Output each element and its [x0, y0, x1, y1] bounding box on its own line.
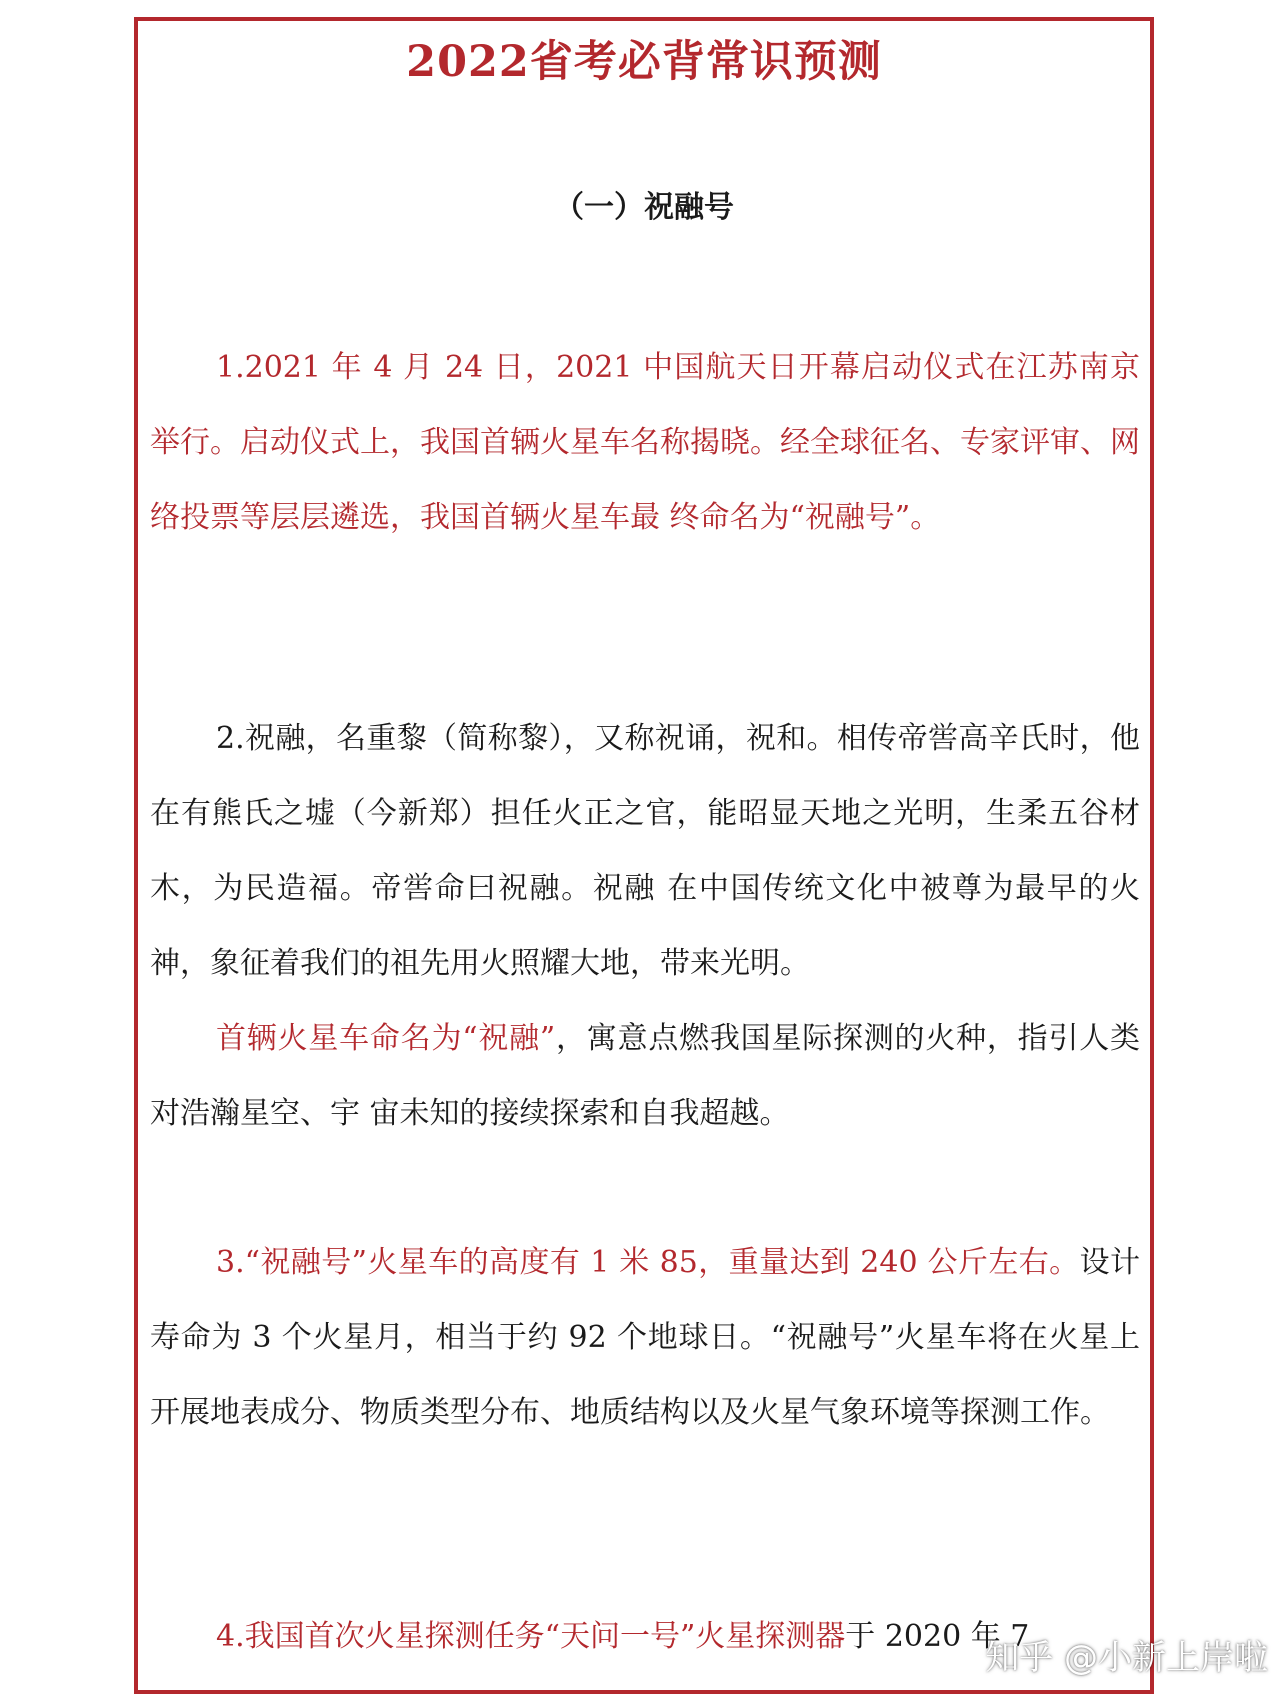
- paragraph-3: [150, 1001, 1140, 1151]
- paragraph-2-text: 2.祝融，名重黎（简称黎），又称祝诵，祝和。相传帝喾高辛氏时，他在有熊氏之墟（今新郑）担任火正之官，能昭显天地之光明，生柔五谷材木，为民造福。帝喾命曰祝融。祝融 在中国传统文化中被尊为最早的火神，象征着我们的祖先用火照耀大地，带来光明。: [150, 721, 1140, 981]
- paragraph-5-text: 于 2020 年 7: [845, 1619, 1030, 1654]
- paragraph-1-highlight: 1.2021 年 4 月 24 日，2021 中国航天日开幕启动仪式在江苏南京举行。启动仪式上，我国首辆火星车名称揭晓。经全球征名、专家评审、网络投票等层层遴选，我国首辆火星车最 终命名为“祝融号”。: [150, 350, 1140, 535]
- zhihu-watermark: 知乎 @小新上岸啦: [985, 1638, 1268, 1678]
- paragraph-4: [150, 1225, 1140, 1450]
- paragraph-4-highlight: 3.“祝融号”火星车的高度有 1 米 85，重量达到 240 公斤左右。: [216, 1245, 1080, 1280]
- paragraph-4-text: 设计寿命为 3 个火星月，相当于约 92 个地球日。“祝融号”火星车将在火星上开展地表成分、物质类型分布、地质结构以及火星气象环境等探测工作。: [150, 1245, 1141, 1430]
- paragraph-1: [150, 330, 1140, 555]
- document-title: 2022省考必背常识预测: [406, 37, 882, 87]
- paragraph-3-text: ，寓意点燃我国星际探测的火种，指引人类对浩瀚星空、宇 宙未知的接续探索和自我超越。: [150, 1021, 1140, 1131]
- paragraph-3-highlight: 首辆火星车命名为“祝融”: [216, 1021, 556, 1056]
- paragraph-2: [150, 701, 1140, 1001]
- paragraph-5-highlight: 4.我国首次火星探测任务“天问一号”火星探测器: [216, 1619, 846, 1654]
- section-heading: （一）祝融号: [554, 190, 734, 225]
